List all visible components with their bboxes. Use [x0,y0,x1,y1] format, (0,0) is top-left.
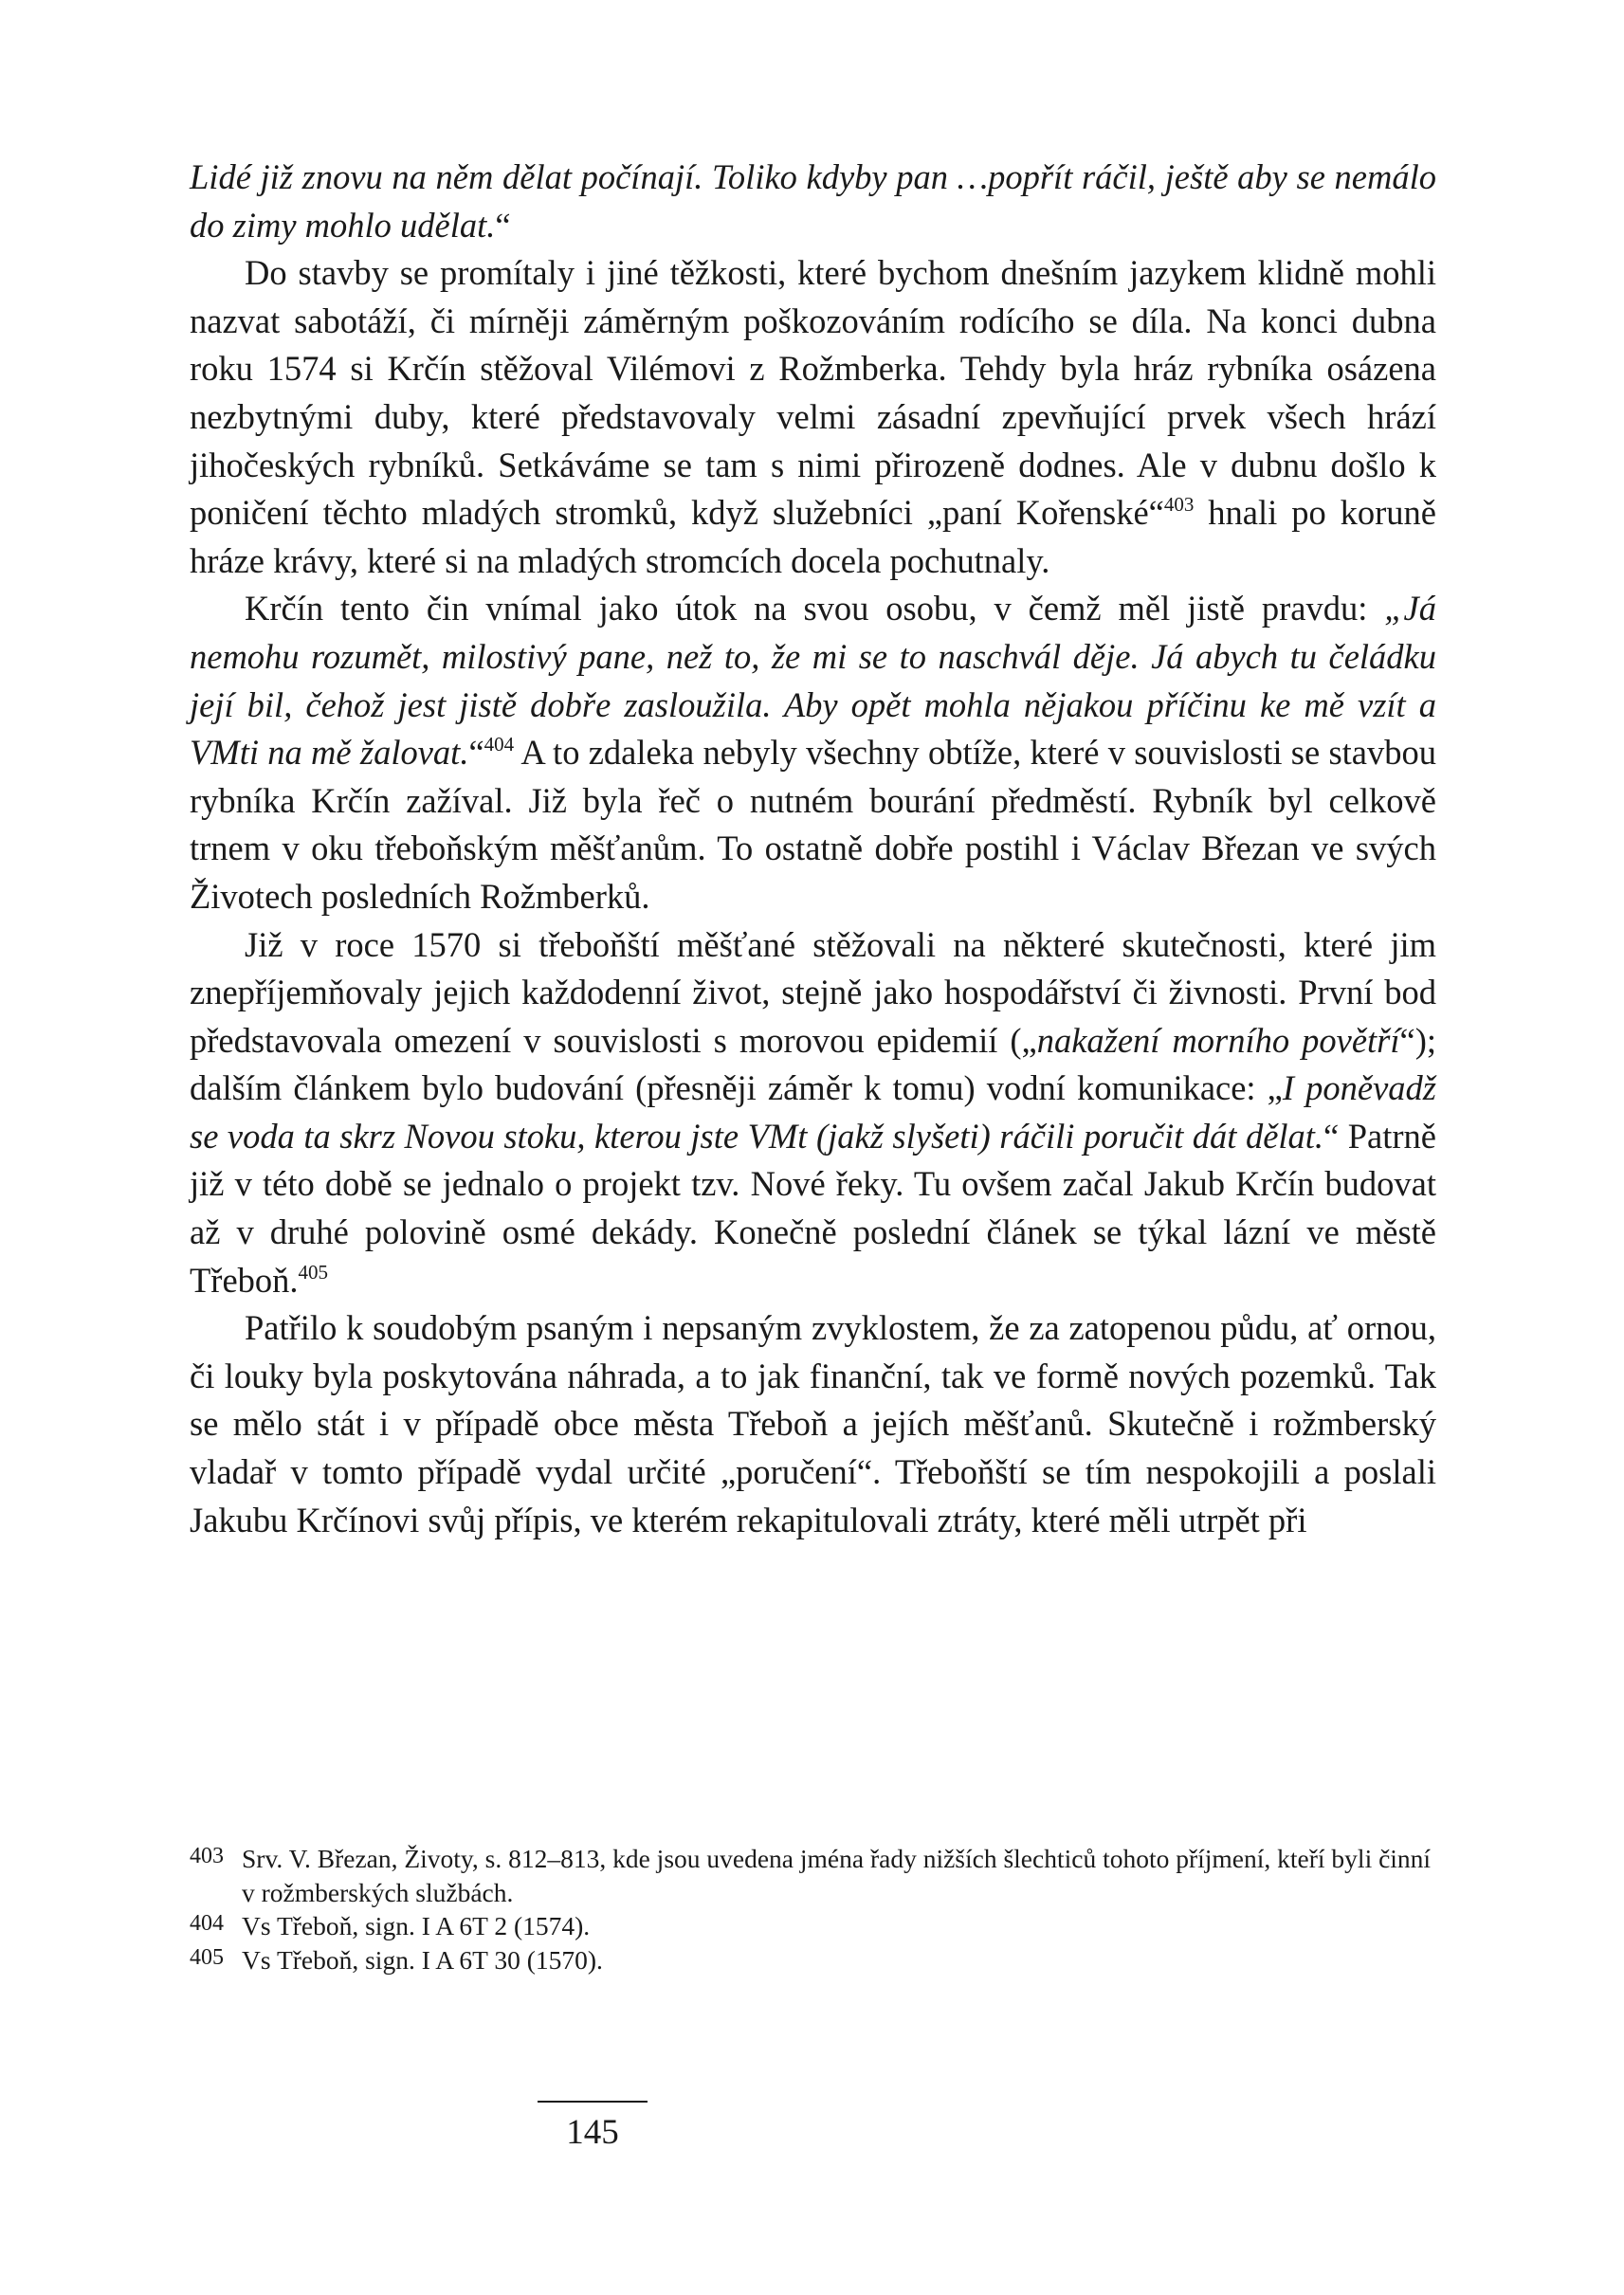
footnote-number: 403 [190,1844,224,1868]
footnote-text: Vs Třeboň, sign. I A 6T 30 (1570). [242,1944,603,1975]
footnote-404 [190,1909,1436,1943]
footnote-number: 405 [190,1944,224,1970]
footnote-text: Srv. V. Březan, Životy, s. 812–813, kde jsou uvedena jména řady nižších šlechticů tohoto příjmení, kteří byli činní v rožmberských službách. [242,1844,1432,1907]
paragraph-5: Patřilo k soudobým psaným i nepsaným zvyklostem, že za zatopenou půdu, ať ornou, či louky byla poskytována náhrada, a to jak finanční, tak ve formě nových pozemků. Tak se mělo stát i v případě obce města Třeboň a jejích měšťanů. Skutečně i rožmberský vladař v tomto případě vydal určité „poručení“. Třeboňští se tím nespokojili a poslali Jakubu Krčínovi svůj přípis, ve kterém rekapitulovali ztráty, které měli utrpět při [190,1308,1436,1539]
footnote-405 [190,1943,1436,1977]
paragraph-4: Již v roce 1570 si třeboňští měšťané stěžovali na některé skutečnosti, které jim znepříjemňovaly jejich každodenní život, stejně jako hospodářství či živnosti. První bod představovala omezení v souvislosti s morovou epidemií („nakažení morního povětří“); dalším článkem bylo budování (přesněji záměr k tomu) vodní komunikace: „I poněvadž se voda ta skrz Novou stoku, kterou jste VMt (jakž slyšeti) ráčili poručit dát dělat.“ Patrně již v této době se jednalo o projekt tzv. Nové řeky. Tu ovšem začal Jakub Krčín budovat až v druhé polovině osmé dekády. Konečně poslední článek se týkal lázní ve městě Třeboň.$^{405}$ [190,924,1437,1300]
paragraph-1: Lidé již znovu na něm dělat počínají. Toliko kdyby pan …popřít ráčil, ještě aby se nemálo do zimy mohlo udělat.“ [190,157,1436,245]
paragraph-3: Krčín tento čin vnímal jako útok na svou osobu, v čemž měl jistě pravdu: „Já nemohu rozumět, milostivý pane, než to, že mi se to naschvál děje. Já abych tu čeládku její bil, čehož jest jistě dobře zasloužila. Aby opět mohla nějakou příčinu ke mě vzít a VMti na mě žalovat.“$^{404}$ A to zdaleka nebyly všechny obtíže, které v souvislosti se stavbou rybníka Krčín zažíval. Již byla řeč o nutném bourání předměstí. Rybník byl celkově trnem v oku třeboňským měšťanům. To ostatně dobře postihl i Václav Březan ve svých Životech posledních Rožmberků. [190,589,1436,916]
paragraph-2: Do stavby se promítaly i jiné těžkosti, které bychom dnešním jazykem klidně mohli nazvat sabotáží, či mírněji záměrným poškozováním rodícího se díla. Na konci dubna roku 1574 si Krčín stěžoval Vilémovi z Rožmberka. Tehdy byla hráz rybníka osázena nezbytnými duby, které představovaly velmi zásadní zpevňující prvek všech hrází jihočeských rybníků. Setkáváme se tam s nimi přirozeně dodnes. Ale v dubnu došlo k poničení těchto mladých stromků, když služebníci „paní Kořenské“$^{403}$ hnali po koruně hráze krávy, které si na mladých stromcích docela pochutnaly. [190,253,1437,580]
footnote-text: Vs Třeboň, sign. I A 6T 2 (1574). [242,1911,591,1940]
footnote-403 [190,1842,1436,1909]
folio-rule [538,2101,648,2103]
main-text [190,154,1436,1544]
footnotes [190,1842,1436,1976]
footnote-number: 404 [190,1911,224,1936]
page-number: 145 [566,2113,619,2152]
